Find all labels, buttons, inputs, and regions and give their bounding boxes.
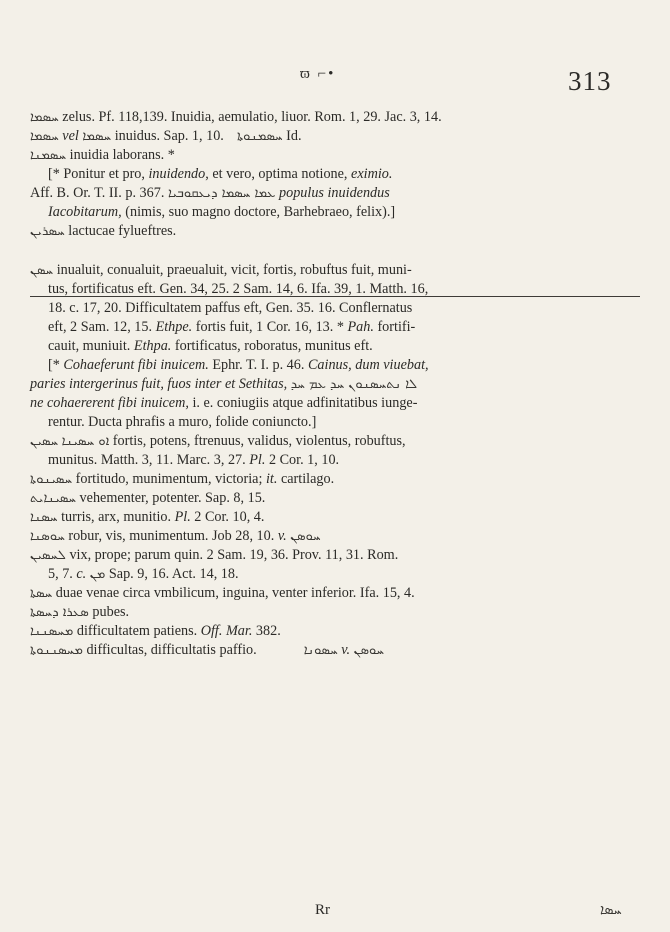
signature-mark: Rr [315,902,330,918]
definition: pubes. [92,604,130,620]
entry-lactucae [30,222,642,241]
definition: fortificatus, roboratus, munitus eft. [174,338,373,354]
definition: eft, 2 Sam. 12, 15. [48,319,153,335]
entry-zelus [30,108,642,127]
syriac-headword: ܚܘܣܢܐ [30,529,65,544]
syriac-headword: ܚܣܡܐ [30,110,59,125]
it-label: it. [265,471,278,487]
entry-turris [30,508,642,527]
syriac-headword: ܚܣܬܐ [30,586,53,601]
entry-continuation [48,565,642,584]
stem-label: Ethpa. [133,338,172,354]
vide-label: v. [341,642,351,658]
definition: fortitudo, munimentum, victoria; [75,471,263,487]
syriac-headword: ܚܣܝܢܐܝܬ [30,491,76,506]
note-text: populus inuidendus [279,185,390,201]
entry-venae [30,584,642,603]
syriac-headword: ܚܣܪܝܢ [30,224,65,239]
entry-fortis [30,432,642,451]
definition: inualuit, conualuit, praeualuit, vicit, fortis, robuftus fuit, muni- [56,262,412,278]
entry-patiens [30,622,642,641]
definition: inuidus. Sap. 1, 10. [114,128,224,144]
definition: lactucae fylueftres. [68,223,177,239]
definition: turris, arx, munitio. [61,509,172,525]
definition: Id. [286,128,302,144]
entry-robur [30,527,642,546]
entry-vix [30,546,642,565]
note-block [48,356,642,375]
definition: robur, vis, munimentum. Job 28, 10. [68,528,275,544]
note-block [30,394,642,413]
note-text: Cainus, dum viuebat, [307,357,429,373]
syriac-headword: ܚܣܡܢܘܬܐ [236,129,283,144]
note-text: ne cohaererent fibi inuicem, [30,395,189,411]
entry-inualuit [30,261,642,280]
syriac-headword: ܡܚܣܢܢܐ [30,624,74,639]
syriac-headword: ܚܣܡܢܐ [30,148,67,163]
syriac-reference: ܚܘܣܢ [290,529,321,544]
definition: vix, prope; parum quin. 2 Sam. 19, 36. Prov. 11, 31. Rom. [69,547,399,563]
entry-continuation [48,451,642,470]
syriac-headword: ܠܚܣܝܢ [30,548,66,563]
entry-inuidus [30,127,642,146]
syriac-headword: ܚܣܢ [30,263,54,278]
note-block [48,203,642,222]
entry-pubes [30,603,642,622]
note-block: rentur. Ducta phrafis a muro, folide coniuncto.] [48,414,317,430]
note-text: inuidendo [148,166,206,182]
vel-label: vel [62,128,79,144]
dictionary-entries [0,108,670,660]
syriac-headword: ܣܥܪܐ ܕܚܣܬܐ [30,605,89,620]
note-block [30,184,642,203]
entry-continuation [48,318,642,337]
note-text: paries intergerinus fuit, fuos inter et Sethitas, [30,376,288,392]
note-text: eximio. [351,166,393,182]
definition: fortis, potens, ftrenuus, validus, violentus, robuftus, [112,433,406,449]
definition: difficultas, difficultatis paffio. [86,642,257,658]
entry-inuidia-laborans [30,146,642,165]
note-text: i. e. coniugiis atque adfinitatibus iunge- [192,395,418,411]
entry-difficultas [30,641,642,660]
syriac-reference: ܚܣܘܢܐ [303,643,338,658]
plural-label: Pl. [249,452,266,468]
syriac-phrase: ܠܐ ܢܬܚܣܢܘܢ ܚܕ ܥܡ ܚܕ [290,377,418,392]
note-text: [* [48,357,60,373]
note-text: , et vero, optima notione, [205,166,348,182]
note-text: (nimis, suo magno doctore, Barhebraeo, felix).] [125,204,396,220]
definition: Sap. 9, 16. Act. 14, 18. [108,566,239,582]
note-text: Cohaeferunt fibi inuicem. [63,357,209,373]
page-number: 313 [568,66,612,96]
plural-label: Pl. [174,509,191,525]
syriac-headword: ܡܚܣܢܢܘܬܐ [30,643,83,658]
definition: duae venae circa vmbilicum, inguina, venter inferior. Ifa. 15, 4. [55,585,415,601]
definition: difficultatem patiens. [76,623,198,639]
definition: cauit, muniuit. [48,338,131,354]
definition: zelus. Pf. 118,139. Inuidia, aemulatio, liuor. Rom. 1, 29. Jac. 3, 14. [62,109,442,125]
syriac-headword: ܚܣܡܐ [30,129,59,144]
stem-label: Ethpe. [155,319,193,335]
note-text: [* Ponitur et pro, [48,166,145,182]
note-text: Ephr. T. I. p. 46. [212,357,305,373]
note-block [48,165,642,184]
source-label: Off. Mar. [200,623,253,639]
note-block [30,375,642,394]
note-text: Iacobitarum, [48,204,122,220]
entry-continuation [48,337,642,356]
syriac-reference: ܚܘܣܢ [353,643,385,658]
cum-label: c. [76,566,87,582]
definition: 5, 7. [48,566,73,582]
definition: cartilago. [280,471,335,487]
definition: 2 Cor. 1, 10. [268,452,340,468]
syriac-headword: ܚܣܡܐ [82,129,112,144]
vide-label: v. [277,528,287,544]
syriac-headword: ܐܘ ܚܣܝܢܐ [61,434,110,449]
stem-label: Pah. [347,319,374,335]
definition: 382. [255,623,281,639]
entry-vehementer [30,489,642,508]
note-text: Aff. B. Or. T. II. p. 367. [30,185,165,201]
definition: fortis fuit, 1 Cor. 16, 13. * [195,319,344,335]
definition: inuidia laborans. * [69,147,175,163]
syriac-headword: ܚܣܝܢܘܬܐ [30,472,73,487]
entry-continuation: tus, fortificatus eft. Gen. 34, 25. 2 Sam. 14, 6. Ifa. 39, 1. Matth. 16, [48,281,429,297]
definition: munitus. Matth. 3, 11. Marc. 3, 27. [48,452,246,468]
entry-fortitudo [30,470,642,489]
syriac-reference: ܡܢ [89,567,106,582]
catchword: ܚܣܐ [600,902,622,918]
definition: fortifi- [377,319,416,335]
syriac-headword: ܚܣܢܐ [30,510,58,525]
syriac-headword: ܚܣܝܢ [30,434,59,449]
header-ornament: ϖ ⌐• [300,66,336,82]
definition: vehementer, potenter. Sap. 8, 15. [79,490,266,506]
syriac-phrase: ܥܡܐ ܚܣܡܐ ܕܝܥܩܘܒܝܐ [167,186,276,201]
definition: 2 Cor. 10, 4. [194,509,265,525]
entry-continuation: 18. c. 17, 20. Difficultatem paffus eft, Gen. 35. 16. Conflernatus [48,300,413,316]
section-divider [30,296,640,297]
